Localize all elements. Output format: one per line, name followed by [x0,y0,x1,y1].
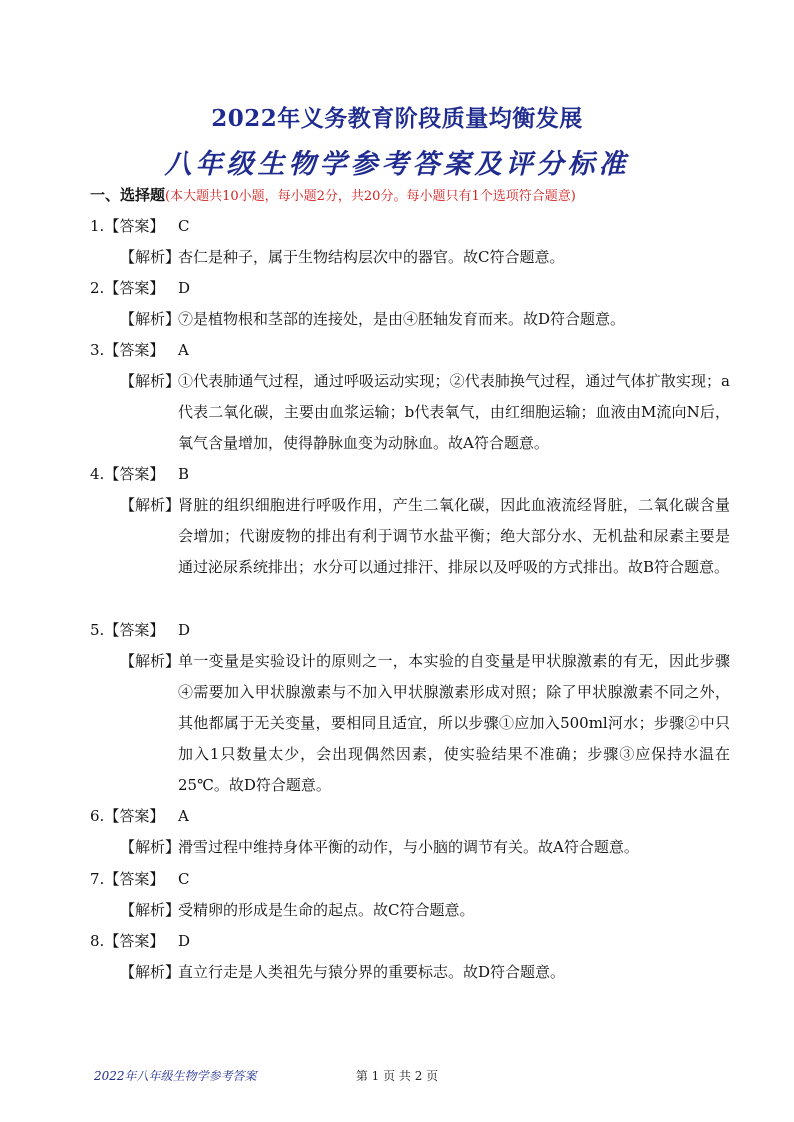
question-item [90,211,730,273]
explanation-label: 【解析】 [120,372,181,390]
answer-row [90,926,730,957]
explanation-row [90,242,730,273]
answer-label: 7.【答案】 [90,870,165,888]
page-number: 第 1 页 共 2 页 [355,1069,439,1083]
section-title: 一、选择题 [90,186,166,204]
explanation-text: ⑦是植物根和茎部的连接处，是由④胚轴发育而来。故D符合题意。 [178,310,626,328]
answer-label: 8.【答案】 [90,932,165,950]
answer-label: 6.【答案】 [90,807,165,825]
explanation-row [90,304,730,335]
answer-value: D [178,932,191,950]
explanation-label: 【解析】 [120,310,181,328]
question-item [90,273,730,335]
answer-row [90,211,730,242]
answer-value: D [178,279,191,297]
explanation-text: 杏仁是种子，属于生物结构层次中的器官。故C符合题意。 [178,248,565,266]
answer-value: C [178,217,190,235]
explanation-label: 【解析】 [120,838,181,856]
footer-doc-name: 2022年八年级生物学参考答案 [94,1069,257,1083]
explanation-label: 【解析】 [120,901,181,919]
answer-row [90,615,730,646]
answer-label: 4.【答案】 [90,465,165,483]
answer-value: D [178,621,191,639]
answer-row [90,801,730,832]
answer-row [90,335,730,366]
answer-label: 3.【答案】 [90,341,165,359]
explanation-row [90,832,730,863]
answer-label: 5.【答案】 [90,621,165,639]
answer-value: B [178,465,190,483]
explanation-row [90,646,730,801]
answer-row [90,459,730,490]
answer-value: A [178,341,189,359]
explanation-row [90,490,730,583]
explanation-text: 单一变量是实验设计的原则之一，本实验的自变量是甲状腺激素的有无，因此步骤④需要加入甲状腺激素与不加入甲状腺激素形成对照；除了甲状腺激素不同之外，其他都属于无关变量，要相同且适宜，所以步骤①应加入500ml河水；步骤②中只加入1只数量太少，会出现偶然因素，使实验结果不准确；步骤③应保持水温在25℃。故D符合题意。 [178,652,730,794]
section-note: (本大题共10小题，每小题2分，共20分。每小题只有1个选项符合题意) [165,189,576,204]
explanation-label: 【解析】 [120,496,181,514]
explanation-label: 【解析】 [120,652,181,670]
question-item [90,801,730,863]
answer-row [90,864,730,895]
question-item [90,926,730,988]
section-heading [90,184,770,205]
explanation-label: 【解析】 [120,963,181,981]
answer-value: C [178,870,190,888]
question-item [90,864,730,926]
explanation-label: 【解析】 [120,248,181,266]
answer-label: 2.【答案】 [90,279,165,297]
answer-value: A [178,807,189,825]
explanation-row [90,957,730,988]
document-title: 2022年义务教育阶段质量均衡发展 [211,105,583,132]
question-item [90,459,730,583]
document-subtitle: 八年级生物学参考答案及评分标准 [164,149,630,180]
question-item [90,615,730,801]
explanation-text: 直立行走是人类祖先与猿分界的重要标志。故D符合题意。 [178,963,566,981]
explanation-text: 受精卵的形成是生命的起点。故C符合题意。 [178,901,475,919]
explanation-row [90,895,730,926]
explanation-text: 肾脏的组织细胞进行呼吸作用，产生二氧化碳，因此血液流经肾脏，二氧化碳含量会增加；代谢废物的排出有利于调节水盐平衡；绝大部分水、无机盐和尿素主要是通过泌尿系统排出；水分可以通过排汗、排尿以及呼吸的方式排出。故B符合题意。 [178,496,730,576]
answer-row [90,273,730,304]
explanation-text: 滑雪过程中维持身体平衡的动作，与小脑的调节有关。故A符合题意。 [178,838,639,856]
explanation-row [90,366,730,459]
question-item [90,335,730,459]
answer-label: 1.【答案】 [90,217,165,235]
explanation-text: ①代表肺通气过程，通过呼吸运动实现；②代表肺换气过程，通过气体扩散实现；a代表二氧化碳，主要由血浆运输；b代表氧气，由红细胞运输；血液由M流向N后，氧气含量增加，使得静脉血变为动脉血。故A符合题意。 [178,372,730,452]
